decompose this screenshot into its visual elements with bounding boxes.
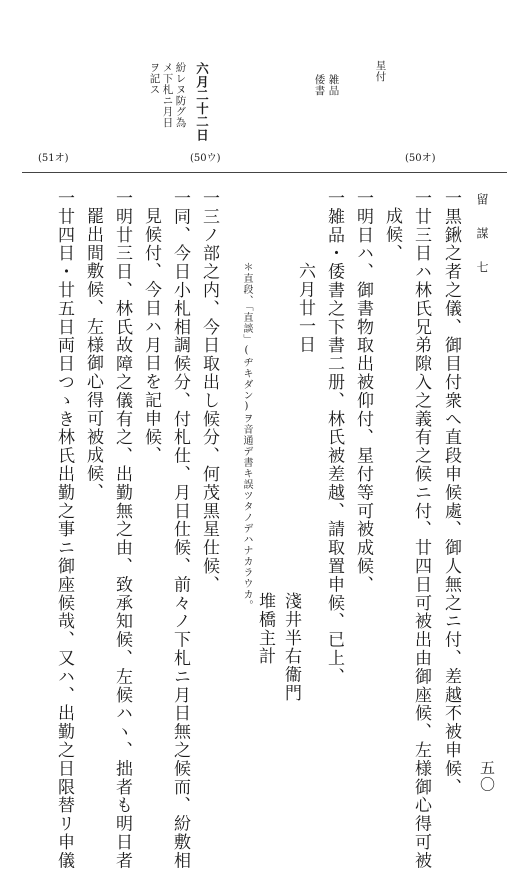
folio-marker-50u: (50ウ) bbox=[190, 153, 221, 164]
body-line-date: 六月廿一日 bbox=[295, 262, 315, 354]
signature-asai: 淺井半右衞門 bbox=[281, 592, 301, 703]
body-line-8: 見候付、今日ハ月日を記申候、 bbox=[141, 207, 161, 465]
body-line-3: 成候、 bbox=[382, 207, 402, 263]
headnote-hoshitsuke: 星付 bbox=[374, 60, 387, 82]
headnote-date: 六月二十二日 bbox=[194, 62, 210, 142]
body-line-2: 一廿三日ハ林氏兄弟隙入之義有之候ニ付、廿四日可被出由御座候、左様御心得可被 bbox=[411, 189, 431, 870]
body-line-4: 一明日ハ、御書物取出被仰付、星付等可被成候、 bbox=[353, 189, 373, 594]
headnote-note-line-3: ヲ記ス bbox=[148, 62, 161, 95]
headnote-note-line-2: メ下札ニ月日 bbox=[161, 62, 174, 128]
body-line-9: 一明廿三日、林氏故障之儀有之、出勤無之由、致承知候、左候ハヽ、拙者も明日者 bbox=[112, 189, 132, 870]
signature-tsutsumibashi: 堆橋主計 bbox=[255, 592, 275, 666]
body-line-6: 一三ノ部之内、今日取出し候分、何茂黒星仕候、 bbox=[199, 189, 219, 594]
headnote-note-line-1: 紛レヌ防グ為 bbox=[174, 62, 187, 128]
body-line-7: 一同、今日小札相調候分、付札仕、月日仕候、前々ノ下札ニ月日無之候而、紛敷相 bbox=[170, 189, 190, 870]
body-line-11: 一廿四日・廿五日両日つゝき林氏出勤之事ニ御座候哉、又ハ、出勤之日限替リ申儀 bbox=[54, 189, 74, 870]
folio-marker-50o: (50オ) bbox=[405, 153, 436, 164]
body-line-5: 一雑品・倭書之下書二册、林氏被差越、請取置申候、已上、 bbox=[324, 189, 344, 686]
body-line-10: 罷出間敷候、左様御心得可被成候、 bbox=[83, 207, 103, 502]
headnote-washo: 倭書 bbox=[313, 74, 326, 96]
margin-rule bbox=[22, 172, 507, 173]
folio-marker-51o: (51オ) bbox=[38, 153, 69, 164]
headnote-zappin: 雑品 bbox=[327, 74, 340, 96]
running-title: 留 謀 七 bbox=[475, 193, 489, 277]
body-line-1: 一黒鍬之者之儀、御目付衆へ直段申候處、御人無之ニ付、差越不被申候、 bbox=[441, 189, 461, 797]
editorial-footnote: ＊直段、「直談」(ヂキダン)ヲ音通デ書キ誤ツタノデハナカラウカ。 bbox=[241, 262, 252, 611]
page-number: 五〇 bbox=[478, 760, 496, 793]
